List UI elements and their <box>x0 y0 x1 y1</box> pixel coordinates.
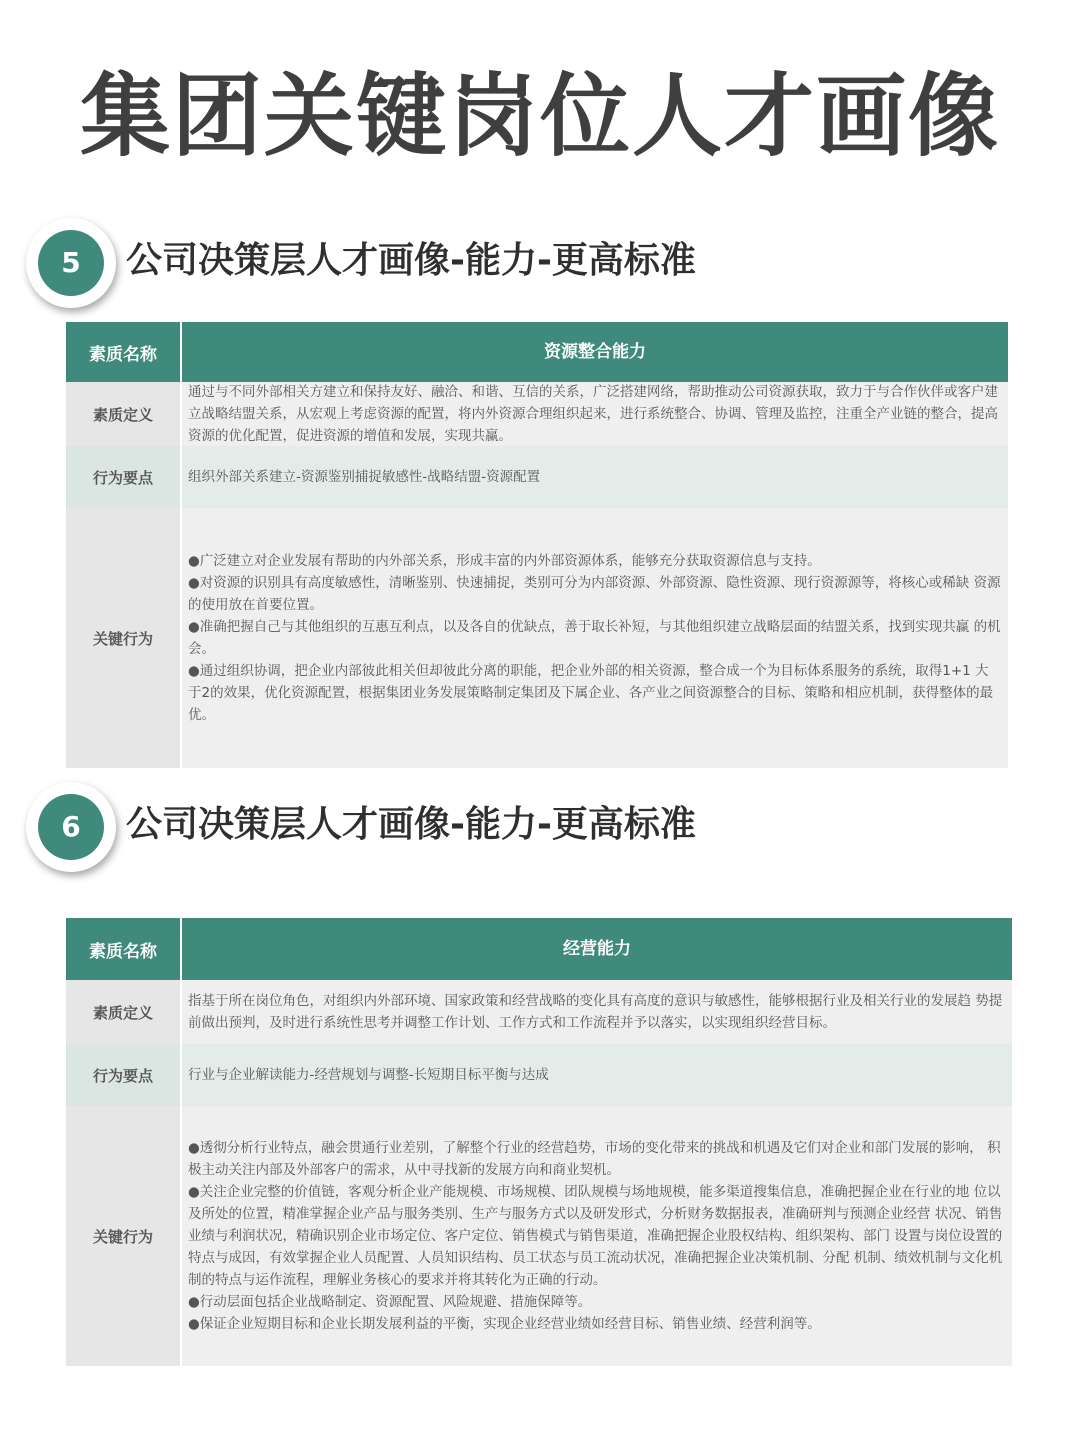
section-5-header <box>26 218 1026 308</box>
behavior-points-label: 行为要点 <box>66 1044 182 1106</box>
behavior-points-text: 行业与企业解读能力-经营规划与调整-长短期目标平衡与达成 <box>188 1067 549 1083</box>
list-item: ●行动层面包括企业战略制定、资源配置、风险规避、措施保障等。 <box>188 1294 592 1310</box>
key-behaviors-content <box>182 1106 1012 1366</box>
key-behaviors-row <box>66 1106 1012 1366</box>
list-item: ●对资源的识别具有高度敏感性，清晰鉴别、快速捕捉，类别可分为内部资源、外部资源、隐性资源、现行资源源等，将核心或稀缺 资源的使用放在首要位置。 <box>188 575 1001 613</box>
list-item: ●广泛建立对企业发展有帮助的内外部关系，形成丰富的内外部资源体系，能够充分获取资源信息与支持。 <box>188 553 821 569</box>
key-behaviors-content <box>182 508 1008 768</box>
section-title: 公司决策层人才画像-能力-更高标准 <box>126 240 696 281</box>
definition-label: 素质定义 <box>66 382 182 446</box>
behavior-points-label: 行为要点 <box>66 446 182 508</box>
competency-table-operation <box>66 918 1012 1366</box>
competency-table-resource-integration <box>66 322 1008 768</box>
definition-row <box>66 382 1008 446</box>
competency-name: 资源整合能力 <box>544 342 646 362</box>
section-number-badge <box>26 782 116 872</box>
definition-label: 素质定义 <box>66 980 182 1044</box>
key-behaviors-label: 关键行为 <box>66 1106 182 1366</box>
list-item: ●准确把握自己与其他组织的互惠互利点，以及各自的优缺点，善于取长补短，与其他组织建立战略层面的结盟关系，找到实现共赢 的机会。 <box>188 619 1001 657</box>
behavior-points-text: 组织外部关系建立-资源鉴别捕捉敏感性-战略结盟-资源配置 <box>188 469 541 485</box>
key-behaviors-label: 关键行为 <box>66 508 182 768</box>
key-behaviors-row <box>66 508 1008 768</box>
column-label: 素质名称 <box>66 322 182 382</box>
behavior-points-row <box>66 1044 1012 1106</box>
page-title: 集团关键岗位人才画像 <box>80 64 1000 169</box>
definition-text: 通过与不同外部相关方建立和保持友好、融洽、和谐、互信的关系，广泛搭建网络，帮助推动公司资源获取，致力于与合作伙伴或客户建立战略结盟关系，从宏观上考虑资源的配置，将内外资源合理组织起来，进行系统整合、协调、管理及监控，注重全产业链的整合，提高资源的优化配置，促进资源的增值和发展，实现共赢。 <box>188 384 998 444</box>
table-header-row <box>66 322 1008 382</box>
section-number: 6 <box>38 794 104 860</box>
list-item: ●透彻分析行业特点，融会贯通行业差别，了解整个行业的经营趋势，市场的变化带来的挑战和机遇及它们对企业和部门发展的影响， 积极主动关注内部及外部客户的需求，从中寻找新的发展方向和商业契机。 <box>188 1140 1001 1178</box>
behavior-points-row <box>66 446 1008 508</box>
column-label: 素质名称 <box>66 918 182 980</box>
table-header-row <box>66 918 1012 980</box>
section-6-header <box>26 782 1026 872</box>
definition-row <box>66 980 1012 1044</box>
list-item: ●保证企业短期目标和企业长期发展利益的平衡，实现企业经营业绩如经营目标、销售业绩、经营利润等。 <box>188 1316 821 1332</box>
competency-name: 经营能力 <box>563 939 631 959</box>
list-item: ●关注企业完整的价值链，客观分析企业产能规模、市场规模、团队规模与场地规模，能多渠道搜集信息，准确把握企业在行业的地 位以及所处的位置，精准掌握企业产品与服务类别、生产与服务方式以及研发形式，分析财务数据报表，准确研判与预测企业经营 状况、销售业绩与利润状况，精确识别企业市场定位、客户定位、销售模式与销售渠道，准确把握企业股权结构、组织架构、部门 设置与岗位设置的特点与成因，有效掌握企业人员配置、人员知识结构、员工状态与员工流动状况，准确把握企业决策机制、分配 机制、绩效机制与文化机制的特点与运作流程，理解业务核心的要求并将其转化为正确的行动。 <box>188 1184 1003 1288</box>
section-number: 5 <box>38 230 104 296</box>
section-number-badge <box>26 218 116 308</box>
section-title: 公司决策层人才画像-能力-更高标准 <box>126 804 696 845</box>
definition-text: 指基于所在岗位角色，对组织内外部环境、国家政策和经营战略的变化具有高度的意识与敏感性，能够根据行业及相关行业的发展趋 势提前做出预判，及时进行系统性思考并调整工作计划、工作方式和工作流程并予以落实，以实现组织经营目标。 <box>188 993 1003 1031</box>
list-item: ●通过组织协调，把企业内部彼此相关但却彼此分离的职能，把企业外部的相关资源，整合成一个为目标体系服务的系统，取得1+1 大于2的效果，优化资源配置，根据集团业务发展策略制定集团及下属企业、各产业之间资源整合的目标、策略和相应机制，获得整体的最优。 <box>188 663 994 723</box>
